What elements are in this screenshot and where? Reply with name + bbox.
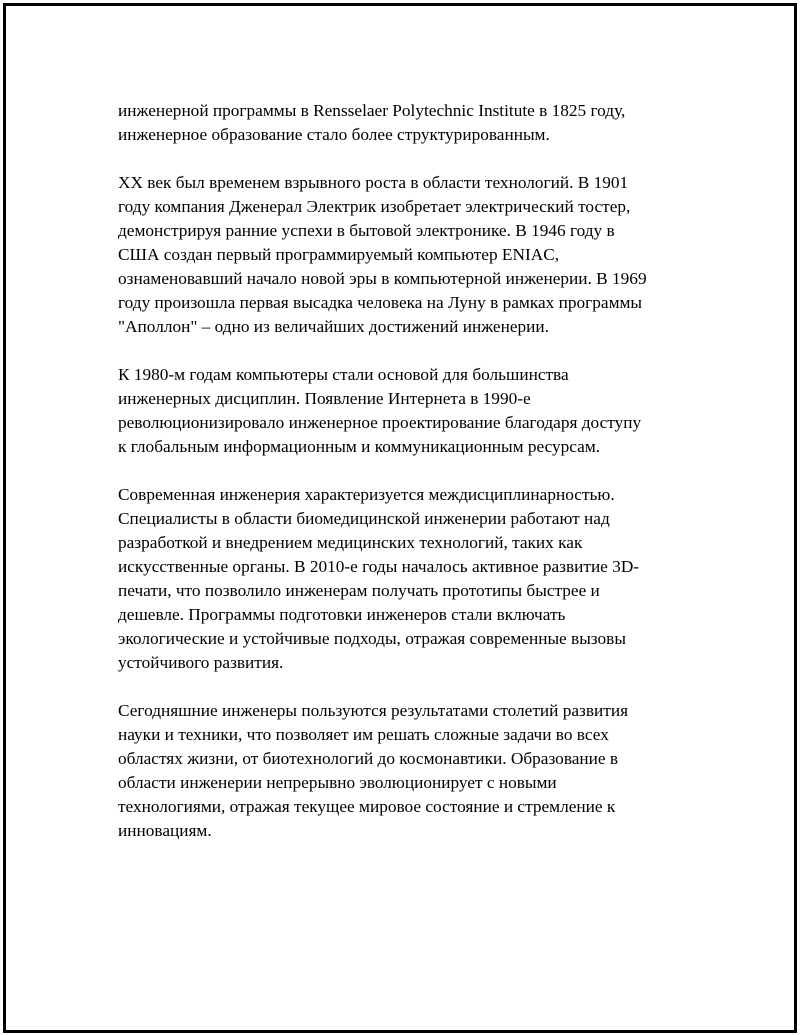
text-line: искусственные органы. В 2010-е годы началось активное развитие 3D- <box>118 557 640 576</box>
text-line: инновациям. <box>118 821 212 840</box>
text-line: XX век был временем взрывного роста в области технологий. В 1901 <box>118 173 629 192</box>
paragraph-5 <box>118 699 693 843</box>
page-frame <box>3 3 797 1033</box>
text-line: США создан первый программируемый компьютер ENIAC, <box>118 245 560 264</box>
paragraph-1 <box>118 99 693 147</box>
text-line: дешевле. Программы подготовки инженеров стали включать <box>118 605 566 624</box>
text-line: разработкой и внедрением медицинских технологий, таких как <box>118 533 583 552</box>
text-line: демонстрируя ранние успехи в бытовой электронике. В 1946 году в <box>118 221 615 240</box>
paragraph-3 <box>118 363 693 459</box>
text-line: ознаменовавший начало новой эры в компьютерной инженерии. В 1969 <box>118 269 647 288</box>
document-body <box>118 99 693 867</box>
text-line: науки и техники, что позволяет им решать сложные задачи во всех <box>118 725 609 744</box>
text-line: экологические и устойчивые подходы, отражая современные вызовы <box>118 629 626 648</box>
paragraph-4 <box>118 483 693 675</box>
paragraph-2 <box>118 171 693 339</box>
text-line: "Аполлон" – одно из величайших достижений инженерии. <box>118 317 549 336</box>
text-line: печати, что позволило инженерам получать прототипы быстрее и <box>118 581 600 600</box>
text-line: году произошла первая высадка человека на Луну в рамках программы <box>118 293 643 312</box>
text-line: Специалисты в области биомедицинской инженерии работают над <box>118 509 610 528</box>
text-line: устойчивого развития. <box>118 653 284 672</box>
text-line: К 1980-м годам компьютеры стали основой для большинства <box>118 365 569 384</box>
text-line: инженерной программы в Rensselaer Polytechnic Institute в 1825 году, <box>118 101 626 120</box>
text-line: революционизировало инженерное проектирование благодаря доступу <box>118 413 642 432</box>
text-line: Современная инженерия характеризуется междисциплинарностью. <box>118 485 615 504</box>
text-line: Сегодняшние инженеры пользуются результатами столетий развития <box>118 701 629 720</box>
text-line: инженерное образование стало более структурированным. <box>118 125 550 144</box>
text-line: областях жизни, от биотехнологий до космонавтики. Образование в <box>118 749 619 768</box>
text-line: году компания Дженерал Электрик изобретает электрический тостер, <box>118 197 631 216</box>
text-line: области инженерии непрерывно эволюционирует с новыми <box>118 773 557 792</box>
text-line: инженерных дисциплин. Появление Интернета в 1990-е <box>118 389 531 408</box>
text-line: технологиями, отражая текущее мировое состояние и стремление к <box>118 797 616 816</box>
text-line: к глобальным информационным и коммуникационным ресурсам. <box>118 437 601 456</box>
